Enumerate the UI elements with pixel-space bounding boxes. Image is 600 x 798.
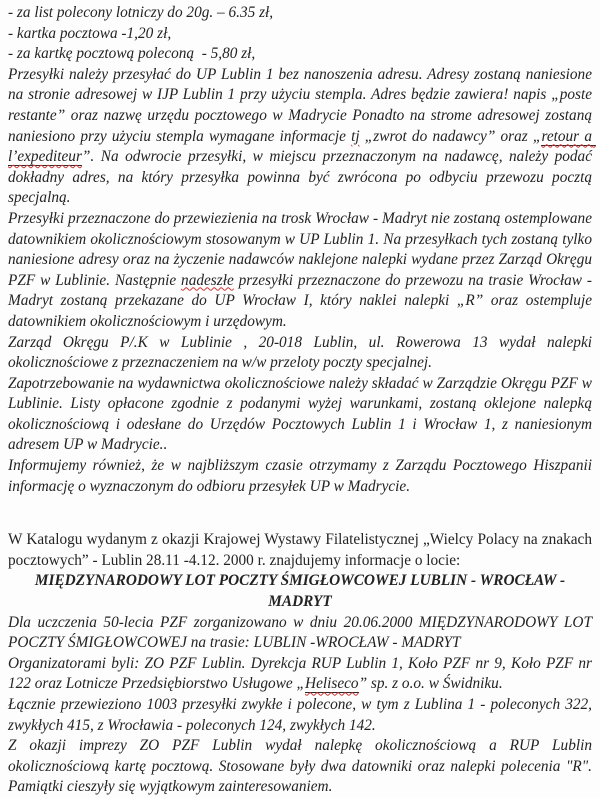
heading-text: MIĘDZYNARODOWY LOT POCZTY ŚMIGŁOWCOWEJ LUBLIN - WROCŁAW - MADRYT — [34, 572, 569, 611]
paragraph-flight-souvenirs — [8, 736, 596, 798]
paragraph-flight-anniversary — [8, 613, 596, 654]
text-segment: Dla uczczenia 50-lecia PZF zorganizowano w dniu 20.06.2000 MIĘDZYNARODOWY LOT POCZTY ŚMIGŁOWCOWEJ na trasie: LUBLIN -WROCŁAW - MADRYT — [8, 613, 596, 652]
paragraph-catalogue-intro — [8, 530, 596, 571]
text-segment: Łącznie przewieziono 1003 przesyłki zwykłe i polecone, w tym z Lublina 1 - poleconych 322, zwykłych 415, z Wrocławia - poleconych 124, zwykłych 142. — [8, 696, 596, 734]
underlined-spellcheck-word: Heliseco — [305, 675, 359, 693]
text-segment: ”. Na odwrocie przesyłki, w miejscu przeznaczonym na nadawcę, należy podać dokładny adres, na który przesyłka powinna być zwrócona po odbyciu przewozu pocztą specjalną. — [8, 148, 596, 207]
text-segment: przesyłki przeznaczone do przewozu na trasie Wrocław - Madryt zostaną przekazane do UP Wrocław I, który naklei nalepki „R” oraz ostempluje datownikiem okolicznościowym i urzędowym. — [8, 271, 596, 330]
underlined-spellcheck-phrase: retour a l’expediteur — [8, 127, 596, 166]
text-segment: ” sp. z o.o. w Świdniku. — [358, 675, 503, 693]
paragraph-flight-organizers — [8, 654, 596, 695]
text-segment: - za list polecony lotniczy do 20g. – 6.35 zł, — [8, 4, 274, 21]
flight-heading — [8, 571, 592, 612]
text-segment: Informujemy również, że w najbliższym czasie otrzymamy z Zarządu Pocztowego Hiszpanii informację o wyznaczonym do odbioru przesyłek UP w Madrycie. — [8, 457, 596, 495]
paragraph-cancellation-rules — [8, 209, 596, 333]
paragraph-flight-statistics — [8, 695, 596, 736]
paragraph-rate-registered-postcard — [8, 44, 592, 65]
text-segment: „zwrot do nadawcy” oraz „ — [359, 127, 542, 145]
paragraph-addressing-instructions — [8, 65, 596, 209]
text-segment: W Katalogu wydanym z okazji Krajowej Wystawy Filatelistycznej „Wielcy Polacy na znakach pocztowych” - Lublin 28.11 -4.12. 2000 r. znajdujemy informacje o locie: — [8, 531, 596, 569]
text-segment: Zarząd Okręgu P/.K w Lublinie , 20-018 Lublin, ul. Rowerowa 13 wydał nalepki okolicznościowe z przeznaczeniem na w/w przeloty poczty specjalnej. — [8, 333, 596, 372]
text-segment: Organizatorami byli: ZO PZF Lublin. Dyrekcja RUP Lublin 1, Koło PZF nr 9, Koło PZF nr 122 oraz Lotnicze Przedsiębiorstwo Usługowe „ — [8, 654, 596, 693]
text-segment: - za kartkę pocztową poleconą - 5,80 zł, — [8, 45, 256, 63]
spellcheck-word: tj — [351, 127, 360, 145]
paragraph-gap — [8, 497, 592, 530]
text-segment: Z okazji imprezy ZO PZF Lublin wydał nalepkę okolicznościową a RUP Lublin okolicznościową kartę pocztową. Stosowane były dwa datowniki oraz nalepki polecenia "R". Pamiątki cieszyły się wyjątkowym zainteresowaniem. — [8, 737, 596, 796]
spellcheck-word: nadeszłe — [181, 271, 234, 289]
paragraph-ordering-publications — [8, 374, 596, 456]
text-segment: Zapotrzebowanie na wydawnictwa okolicznościowe należy składać w Zarządzie Okręgu PZF w Lublinie. Listy opłacone zgodnie z podanymi wyżej warunkami, zostaną oklejone nalepką okolicznościową i odesłane do Urzędów Pocztowych Lublin 1 i Wrocław 1, z naniesionym adresem UP w Madrycie.. — [8, 374, 596, 454]
paragraph-spain-information-note — [8, 456, 596, 497]
text-segment: Przesyłki należy przesyłać do UP Lublin 1 bez nanoszenia adresu. Adresy zostaną naniesione na stronie adresowej w IJP Lublin 1 przy użyciu stempla. Adres będzie zawiera! napis „poste restante” oraz nazwę urzędu pocztowego w Madrycie Ponadto na strome adresowej zostaną naniesiono przy użyciu stempla wymagane informacje — [8, 65, 596, 145]
paragraph-district-board-labels — [8, 333, 596, 374]
text-segment: Przesyłki przeznaczone do przewiezienia na trosk Wrocław - Madryt nie zostaną ostemplowane datownikiem okolicznościowym stosowanym w UP Lublin 1. Na przesyłkach tych zostaną tylko naniesione adresy oraz na życzenie nadawców naklejone nalepki wydane przez Zarząd Okręgu PZF w Lublinie. Następnie — [8, 209, 596, 289]
paragraph-rate-airmail-letter — [8, 3, 592, 24]
text-segment: - kartka pocztowa -1,20 zł, — [8, 24, 172, 42]
paragraph-rate-postcard — [8, 24, 592, 45]
